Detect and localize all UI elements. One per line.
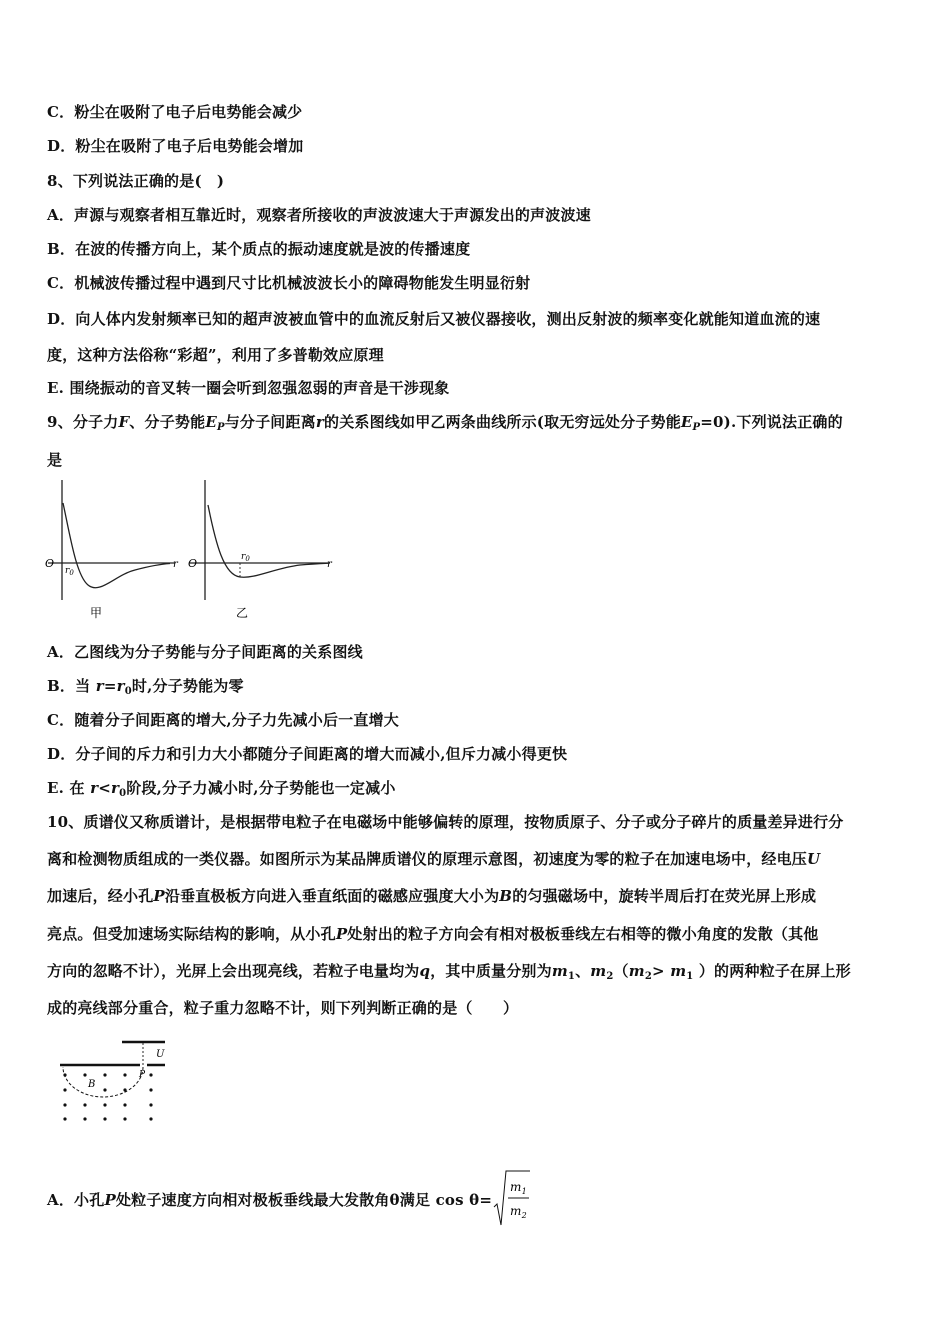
option-c-q7: C．粉尘在吸附了电子后电势能会减少 [47,103,303,121]
option-c-q8: C．机械波传播过程中遇到尺寸比机械波波长小的障碍物能发生明显衍射 [47,274,531,292]
option-d-q9: D．分子间的斥力和引力大小都随分子间距离的增大而减小,但斥力减小得更快 [47,745,568,763]
origin-label: O [188,557,198,570]
graph-yi [188,480,333,620]
option-b-q8: B．在波的传播方向上，某个质点的振动速度就是波的传播速度 [47,240,471,258]
label-B: B [88,1079,96,1090]
question-9-cont: 是 [47,451,63,469]
option-e-q9: E. 在 $r<r_0$阶段,分子力减小时,分子势能也一定减小 [47,779,396,799]
option-d-q8-cont: 度，这种方法俗称“彩超”，利用了多普勒效应原理 [47,346,384,364]
svg-text:m1: $m_1$ [510,1180,528,1196]
question-9: 9、分子力F、分子势能$E_P$与分子间距离r的关系图线如甲乙两条曲线所示(取无穷远处分子势能$E_P=0$).下列说法正确的 [47,413,843,433]
r0-label: $r_0$ [65,566,74,577]
label-U: U [156,1049,165,1060]
option-a-q10: A．小孔P处粒子速度方向相对极板垂线最大发散角θ满足 cos θ= $m_1$ $m_2$ [47,1190,532,1211]
caption-yi: 乙 [236,606,249,620]
option-b-q9: B．当 $r=r_0$时,分子势能为零 [47,677,244,697]
force-energy-graphs [40,475,340,629]
question-10-line4: 亮点。但受加速场实际结构的影响，从小孔P处射出的粒子方向会有相对极板垂线左右相等的微小角度的发散（其他 [47,925,819,943]
question-8: 8、下列说法正确的是( ) [47,172,225,190]
label-P: P [139,1070,146,1080]
origin-label: O [45,557,55,570]
graph-jia [45,480,179,620]
axis-label: r [173,559,178,570]
option-c-q9: C．随着分子间距离的增大,分子力先减小后一直增大 [47,711,399,729]
svg-text:m2: $m_2$ [510,1204,528,1220]
sqrt-fraction [492,1180,532,1220]
axis-label: r [327,559,332,570]
option-d-q8: D．向人体内发射频率已知的超声波被血管中的血流反射后又被仪器接收，测出反射波的频率变化就能知道血流的速 [47,310,821,328]
question-10-line3: 加速后，经小孔P沿垂直极板方向进入垂直纸面的磁感应强度大小为B的匀强磁场中，旋转半周后打在荧光屏上形成 [47,887,817,905]
question-10-line5: 方向的忽略不计），光屏上会出现亮线，若粒子电量均为q，其中质量分别为$m_1$、$m_2(m_2> m_1$ ）的两种粒子在屏上形 [47,962,851,982]
option-e-q8: E. 围绕振动的音叉转一圈会听到忽强忽弱的声音是干涉现象 [47,379,450,397]
option-d-q7: D．粉尘在吸附了电子后电势能会增加 [47,137,304,155]
caption-jia: 甲 [90,606,103,620]
question-10-line6: 成的亮线部分重合，粒子重力忽略不计，则下列判断正确的是（ ） [47,999,519,1017]
r0-label: $r_0$ [241,552,250,563]
question-10-line1: 10、质谱仪又称质谱计，是根据带电粒子在电磁场中能够偏转的原理，按物质原子、分子或分子碎片的质量差异进行分 [47,813,844,831]
mass-spectrometer-diagram [55,1035,175,1134]
question-10-line2: 离和检测物质组成的一类仪器。如图所示为某品牌质谱仪的原理示意图，初速度为零的粒子在加速电场中，经电压U [47,850,821,868]
option-a-q8: A．声源与观察者相互靠近时，观察者所接收的声波波速大于声源发出的声波波速 [47,206,591,224]
option-a-q9: A．乙图线为分子势能与分子间距离的关系图线 [47,643,363,661]
